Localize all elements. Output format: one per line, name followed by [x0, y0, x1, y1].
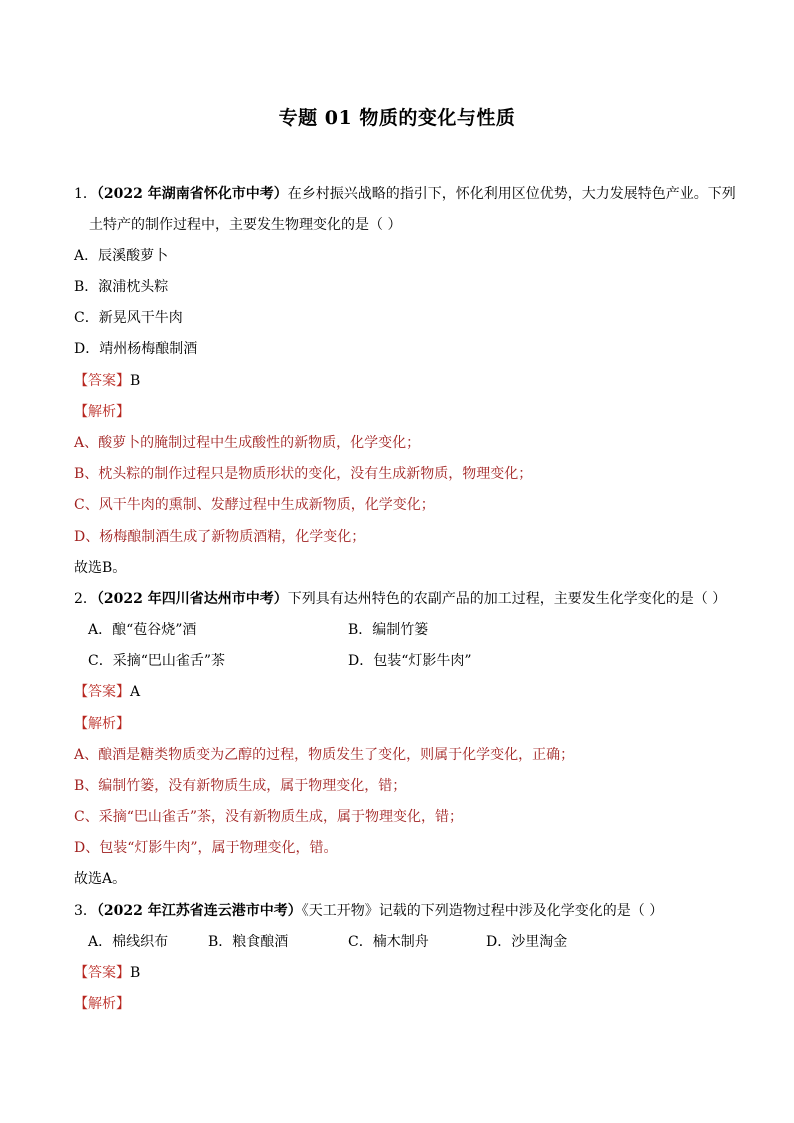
question-1-analysis-a: A、酸萝卜的腌制过程中生成酸性的新物质，化学变化； — [74, 435, 421, 451]
question-1-source: （2022 年湖南省怀化市中考） — [96, 186, 288, 202]
question-1-stem-continued: 土特产的制作过程中，主要发生物理变化的是（ ） — [89, 217, 402, 233]
question-2-option-c: C．采摘“巴山雀舌”茶 — [88, 653, 226, 669]
question-2-analysis-c: C、采摘“巴山雀舌”茶，没有新物质生成，属于物理变化，错； — [74, 809, 464, 825]
question-2-option-d: D．包装“灯影牛肉” — [348, 653, 472, 669]
question-3-option-c: C．楠木制舟 — [348, 934, 429, 950]
question-3-option-b: B．粮食酿酒 — [208, 934, 289, 950]
question-2-analysis-b: B、编制竹篓，没有新物质生成，属于物理变化，错； — [74, 778, 407, 794]
question-3-stem: 3．（2022 年江苏省连云港市中考）《天工开物》记载的下列造物过程中涉及化学变化的是（ ） — [74, 903, 664, 919]
question-2-analysis-d: D、包装“灯影牛肉”，属于物理变化，错。 — [74, 840, 338, 856]
page-title: 专题 01 物质的变化与性质 — [278, 107, 516, 129]
question-1-analysis-d: D、杨梅酿制酒生成了新物质酒精，化学变化； — [74, 529, 366, 545]
question-2-analysis-label: 【解析】 — [74, 716, 130, 732]
question-2-stem: 2．（2022 年四川省达州市中考）下列具有达州特色的农副产品的加工过程，主要发生化学变化的是（ ） — [74, 591, 727, 607]
question-3-option-d: D．沙里淘金 — [486, 934, 568, 950]
question-1-option-a: A．辰溪酸萝卜 — [74, 248, 169, 264]
question-2-answer: 【答案】A — [74, 684, 141, 700]
question-1-stem: 1．（2022 年湖南省怀化市中考）在乡村振兴战略的指引下，怀化利用区位优势，大力发展特色产业。下列 — [74, 186, 736, 202]
question-3-answer: 【答案】B — [74, 965, 141, 981]
question-2-option-b: B．编制竹篓 — [348, 622, 429, 638]
question-1-answer: 【答案】B — [74, 373, 141, 389]
question-1-analysis-b: B、枕头粽的制作过程只是物质形状的变化，没有生成新物质，物理变化； — [74, 466, 533, 482]
question-2-option-a: A．酿“苞谷烧”酒 — [88, 622, 197, 638]
question-1-analysis-label: 【解析】 — [74, 404, 130, 420]
question-1-option-c: C．新晃风干牛肉 — [74, 310, 183, 326]
question-3-option-a: A．棉线织布 — [88, 934, 169, 950]
question-2-conclusion: 故选A。 — [74, 871, 127, 887]
question-2-analysis-a: A、酿酒是糖类物质变为乙醇的过程，物质发生了变化，则属于化学变化，正确； — [74, 747, 575, 763]
question-2-source: （2022 年四川省达州市中考） — [96, 591, 288, 607]
question-1-option-d: D．靖州杨梅酿制酒 — [74, 341, 198, 357]
question-3-source: （2022 年江苏省连云港市中考） — [96, 903, 302, 919]
question-1-analysis-c: C、风干牛肉的熏制、发酵过程中生成新物质，化学变化； — [74, 497, 435, 513]
question-3-analysis-label: 【解析】 — [74, 996, 130, 1012]
question-1-option-b: B．溆浦枕头粽 — [74, 279, 169, 295]
question-1-conclusion: 故选B。 — [74, 560, 127, 576]
